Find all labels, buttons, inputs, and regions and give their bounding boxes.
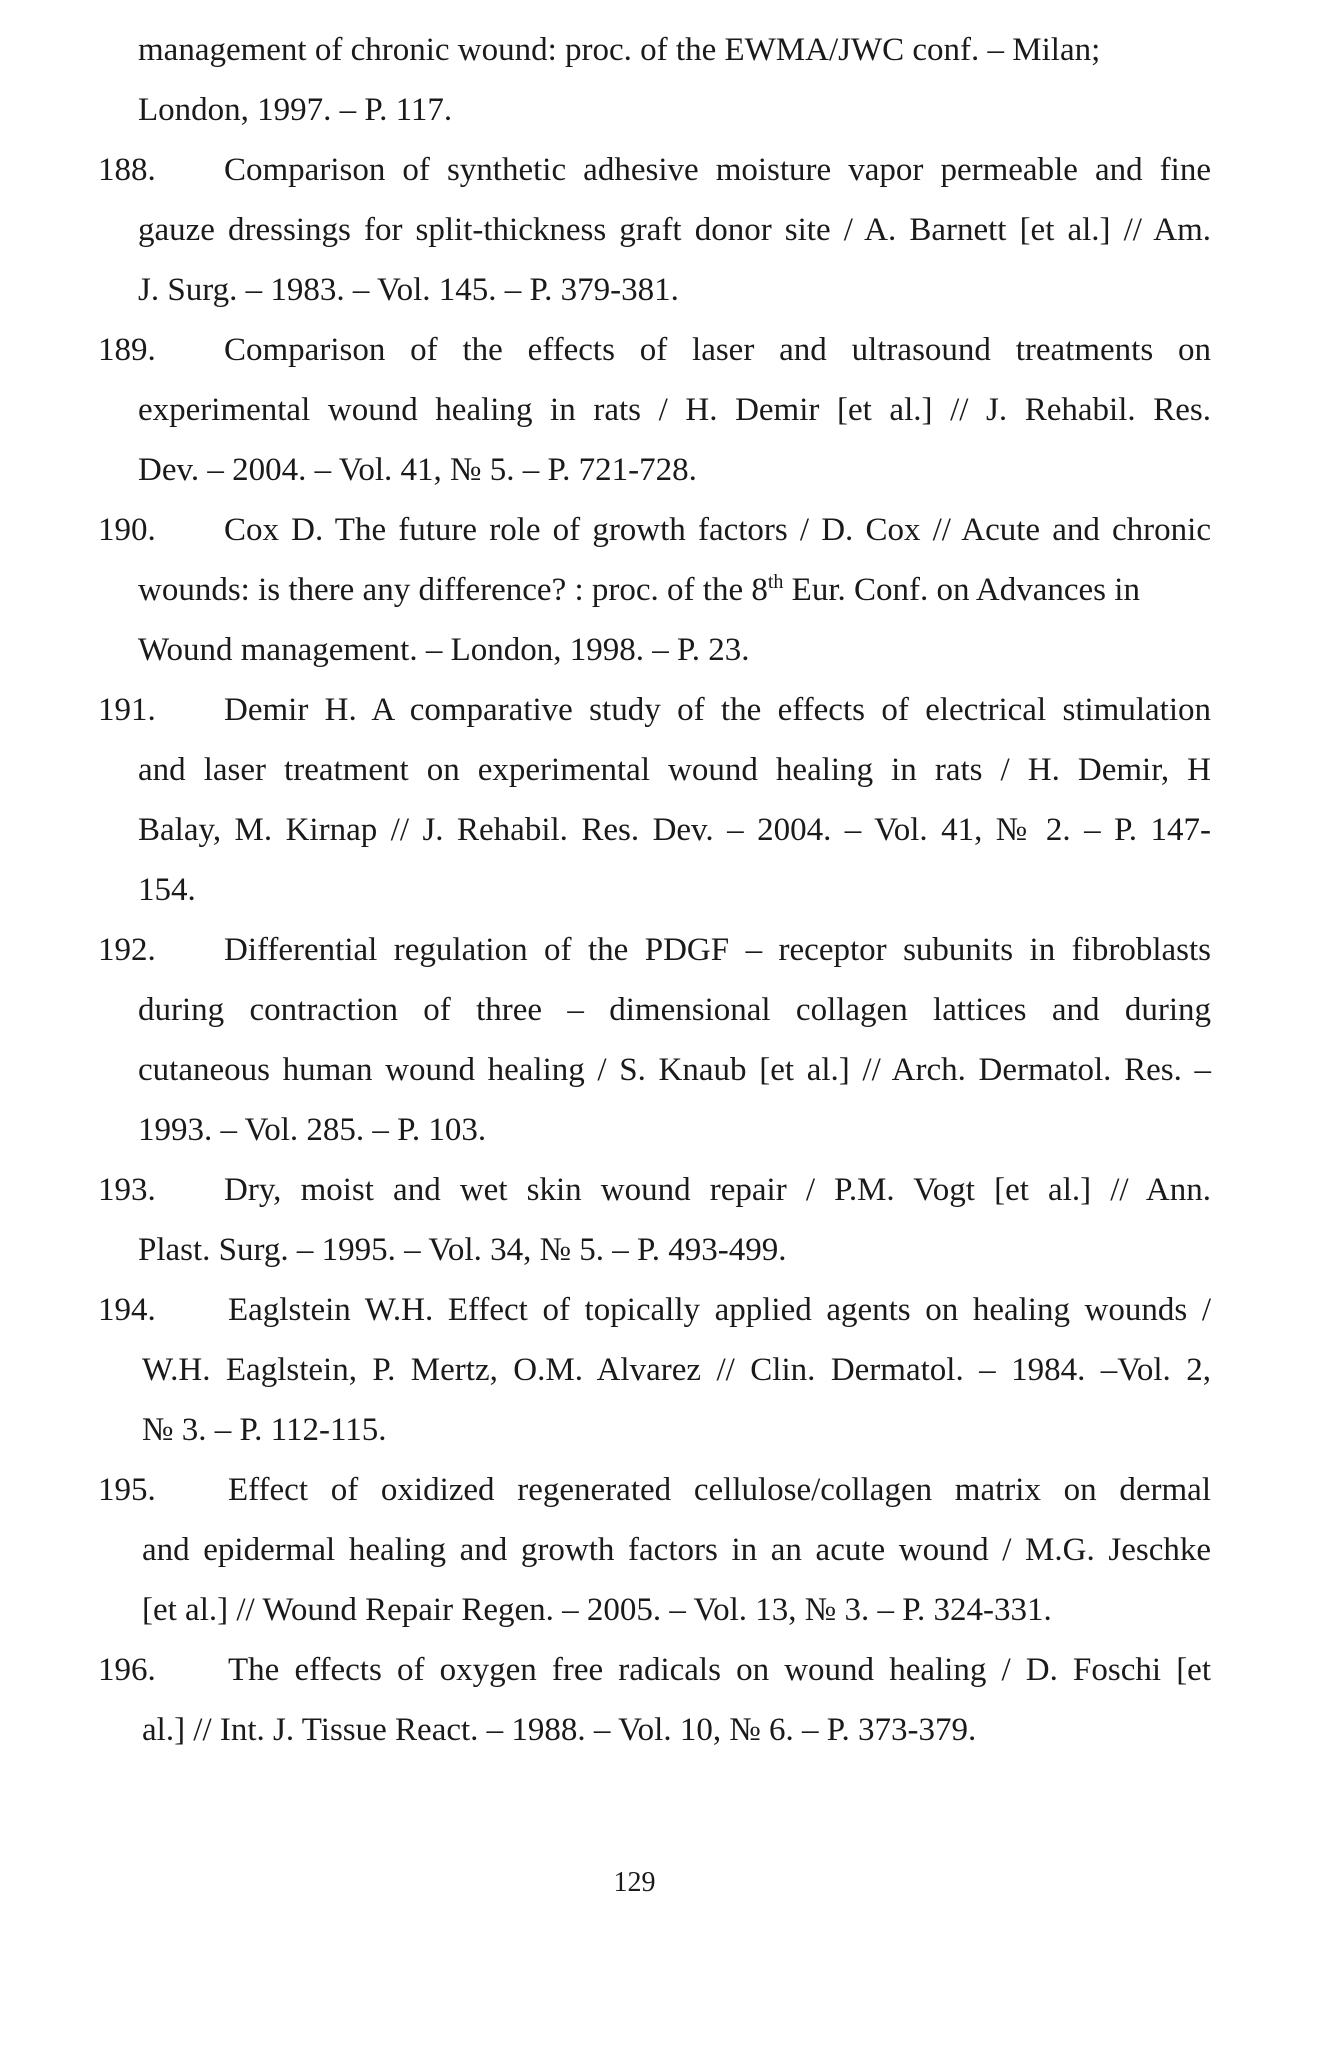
reference-line: Wound management. – London, 1998. – P. 23. xyxy=(138,632,750,668)
reference-line: during contraction of three – dimensional collagen lattices and during xyxy=(138,992,1211,1028)
reference-line: [et al.] // Wound Repair Regen. – 2005. – Vol. 13, № 3. – P. 324-331. xyxy=(142,1592,1052,1628)
reference-line: № 3. – P. 112-115. xyxy=(142,1412,387,1448)
reference-line: Comparison of synthetic adhesive moisture vapor permeable and fine xyxy=(224,152,1211,188)
reference-continuation-line: management of chronic wound: proc. of the EWMA/JWC conf. – Milan; xyxy=(138,32,1101,68)
reference-number: 194. xyxy=(98,1292,156,1328)
reference-number: 191. xyxy=(98,692,156,728)
reference-line: W.H. Eaglstein, P. Mertz, O.M. Alvarez // Clin. Dermatol. – 1984. –Vol. 2, xyxy=(142,1352,1211,1388)
reference-line: Cox D. The future role of growth factors / D. Cox // Acute and chronic xyxy=(224,512,1211,548)
page-number: 129 xyxy=(613,1867,656,1898)
reference-number: 192. xyxy=(98,932,156,968)
ordinal-superscript: th xyxy=(767,571,784,593)
reference-line-with-superscript xyxy=(138,570,1140,610)
reference-number: 196. xyxy=(98,1652,156,1688)
reference-continuation-line: London, 1997. – P. 117. xyxy=(138,92,453,128)
reference-line: Comparison of the effects of laser and ultrasound treatments on xyxy=(224,332,1211,368)
reference-line: Balay, M. Kirnap // J. Rehabil. Res. Dev. – 2004. – Vol. 41, № 2. – P. 147- xyxy=(138,812,1211,848)
reference-line: The effects of oxygen free radicals on wound healing / D. Foschi [et xyxy=(228,1652,1211,1688)
reference-line: Eaglstein W.H. Effect of topically applied agents on healing wounds / xyxy=(228,1292,1211,1328)
reference-line: Effect of oxidized regenerated cellulose/collagen matrix on dermal xyxy=(228,1472,1211,1508)
reference-line: cutaneous human wound healing / S. Knaub [et al.] // Arch. Dermatol. Res. – xyxy=(138,1052,1211,1088)
reference-number: 190. xyxy=(98,512,156,548)
reference-line: Differential regulation of the PDGF – receptor subunits in fibroblasts xyxy=(224,932,1211,968)
reference-number: 195. xyxy=(98,1472,156,1508)
reference-line: Dry, moist and wet skin wound repair / P.M. Vogt [et al.] // Ann. xyxy=(224,1172,1211,1208)
reference-line: gauze dressings for split-thickness graft donor site / A. Barnett [et al.] // Am. xyxy=(138,212,1211,248)
reference-line: Demir H. A comparative study of the effects of electrical stimulation xyxy=(224,692,1211,728)
reference-line: Plast. Surg. – 1995. – Vol. 34, № 5. – P. 493-499. xyxy=(138,1232,787,1268)
reference-line: 1993. – Vol. 285. – P. 103. xyxy=(138,1112,487,1148)
reference-number: 188. xyxy=(98,152,156,188)
reference-line-text: wounds: is there any difference? : proc. of the 8 xyxy=(138,572,768,608)
reference-line: and laser treatment on experimental wound healing in rats / H. Demir, H xyxy=(138,752,1211,788)
reference-line: and epidermal healing and growth factors in an acute wound / M.G. Jeschke xyxy=(142,1532,1211,1568)
reference-line-tail: Eur. Conf. on Advances in xyxy=(783,572,1140,608)
reference-number: 193. xyxy=(98,1172,156,1208)
reference-line: J. Surg. – 1983. – Vol. 145. – P. 379-381. xyxy=(138,272,679,308)
reference-line: experimental wound healing in rats / H. Demir [et al.] // J. Rehabil. Res. xyxy=(138,392,1211,428)
reference-number: 189. xyxy=(98,332,156,368)
reference-line: Dev. – 2004. – Vol. 41, № 5. – P. 721-728. xyxy=(138,452,697,488)
reference-line: 154. xyxy=(138,872,196,908)
reference-line: al.] // Int. J. Tissue React. – 1988. – Vol. 10, № 6. – P. 373-379. xyxy=(142,1712,977,1748)
